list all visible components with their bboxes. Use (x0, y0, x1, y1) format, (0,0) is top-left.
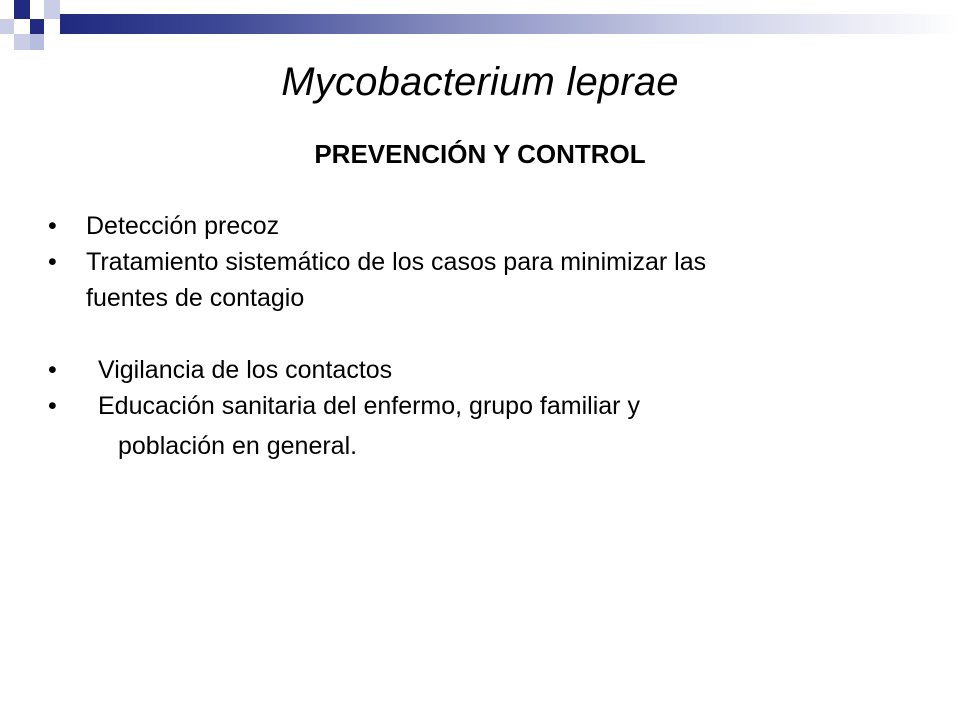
bullet-list (48, 208, 948, 464)
bullet-item (48, 388, 948, 464)
list-spacer (48, 316, 948, 352)
bullet-glyph: • (48, 356, 57, 384)
decor-square (0, 19, 14, 34)
section-heading: PREVENCIÓN Y CONTROL (314, 139, 646, 169)
bullet-text: Educación sanitaria del enfermo, grupo familiar y (98, 392, 640, 420)
header-gradient-bar (60, 14, 960, 34)
decor-square (14, 34, 30, 50)
bullet-item (48, 244, 948, 316)
header-decoration (0, 0, 960, 60)
bullet-glyph: • (48, 212, 57, 240)
slide-title: Mycobacterium leprae (281, 60, 679, 104)
bullet-glyph: • (48, 248, 57, 276)
bullet-item (48, 352, 948, 388)
decor-square (30, 19, 44, 34)
decor-square (14, 0, 30, 19)
decor-square (30, 34, 44, 50)
bullet-continuation: fuentes de contagio (86, 284, 305, 312)
decor-square (44, 0, 60, 19)
bullet-glyph: • (48, 392, 57, 420)
bullet-text: Vigilancia de los contactos (98, 356, 393, 384)
bullet-item (48, 208, 948, 244)
bullet-text: Detección precoz (86, 212, 280, 240)
bullet-text: Tratamiento sistemático de los casos para minimizar las (86, 248, 707, 276)
bullet-continuation: población en general. (118, 432, 358, 460)
